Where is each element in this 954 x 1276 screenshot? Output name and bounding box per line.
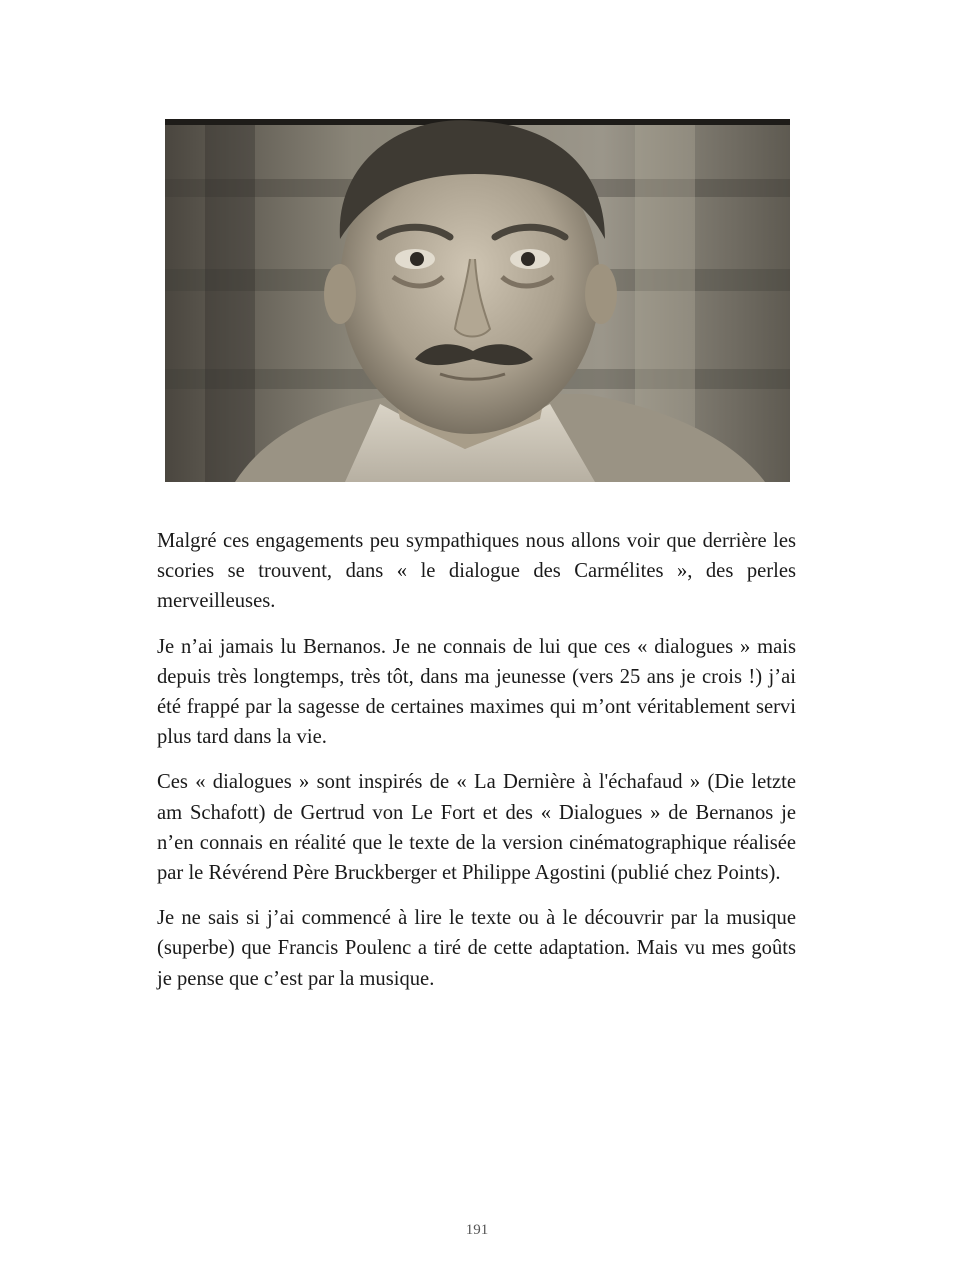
page-number: 191: [465, 1222, 489, 1238]
portrait-illustration: [165, 119, 790, 482]
paragraph: Je n’ai jamais lu Bernanos. Je ne connais de lui que ces « dialogues » mais depuis très longtemps, très tôt, dans ma jeunesse (vers 25 ans je crois !) j’ai été frappé par la sagesse de certaines maximes qui m’ont véritablement servi plus tard dans la vie.: [157, 635, 796, 749]
body-text: [157, 526, 796, 1009]
paragraph: Malgré ces engagements peu sympathiques nous allons voir que derrière les scories se trouvent, dans « le dialogue des Carmélites », des perles merveilleuses.: [157, 530, 796, 613]
paragraph: Je ne sais si j’ai commencé à lire le texte ou à le découvrir par la musique (superbe) que Francis Poulenc a tiré de cette adaptation. Mais vu mes goûts je pense que c’est par la musique.: [157, 907, 796, 990]
paragraph: Ces « dialogues » sont inspirés de « La Dernière à l'échafaud » (Die letzte am Schafott) de Gertrud von Le Fort et des « Dialogues » de Bernanos je n’en connais en réalité que le texte de la version cinématographique réalisée par le Révérend Père Bruckberger et Philippe Agostini (publié chez Points).: [157, 771, 796, 885]
portrait-photo: [165, 119, 790, 482]
